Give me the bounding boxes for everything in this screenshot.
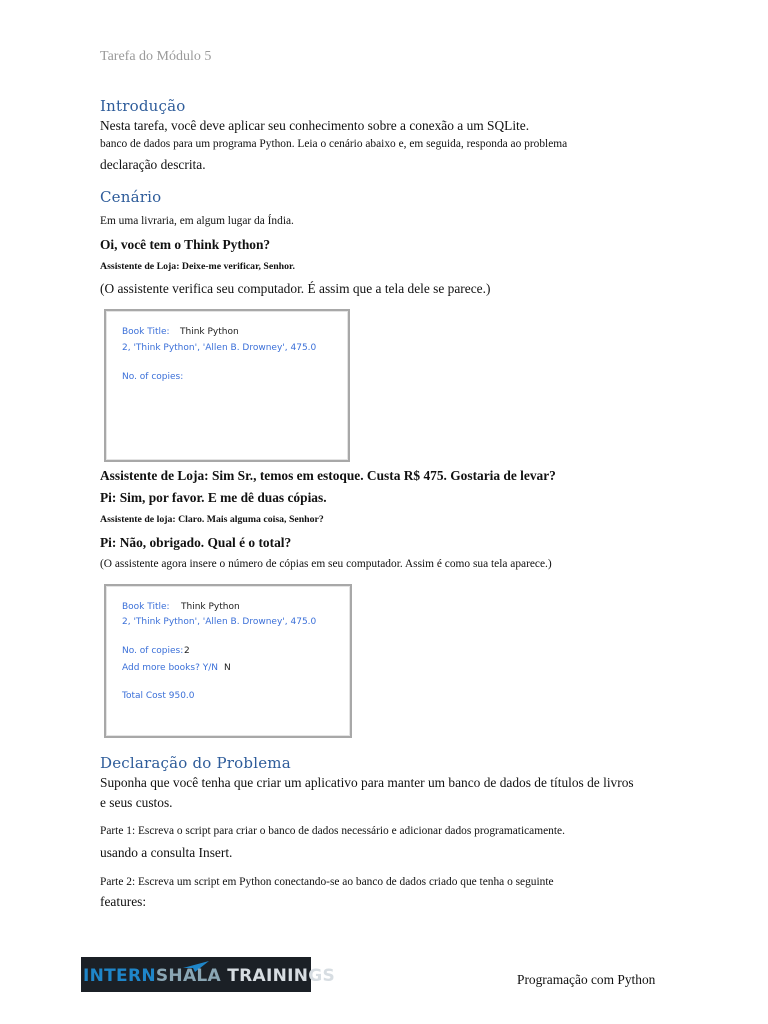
copies-value: 2 (184, 646, 190, 656)
logo-part-shala: SHALA (155, 966, 222, 986)
internshala-logo (81, 957, 336, 992)
intro-heading: Introdução (100, 97, 186, 115)
scenario-line-8: Pi: Não, obrigado. Qual é o total? (100, 535, 292, 550)
book-title-label: Book Title: (122, 327, 170, 337)
book-record: 2, 'Think Python', 'Allen B. Drowney', 475.0 (122, 617, 317, 627)
scenario-line-1: Em uma livraria, em algum lugar da Índia. (100, 215, 294, 227)
intro-line-2: banco de dados para um programa Python. Leia o cenário abaixo e, em seguida, responda ao problema (100, 138, 568, 150)
scenario-line-5: Assistente de Loja: Sim Sr., temos em estoque. Custa R$ 475. Gostaria de levar? (100, 468, 556, 483)
problem-part2-line-2: features: (100, 894, 147, 909)
intro-line-3: declaração descrita. (100, 157, 206, 172)
total-cost: Total Cost 950.0 (122, 691, 195, 701)
scenario-line-9: (O assistente agora insere o número de cópias em seu computador. Assim é como sua tela aparece.) (100, 558, 552, 570)
scenario-line-3: Assistente de Loja: Deixe-me verificar, Senhor. (100, 261, 295, 272)
scenario-heading: Cenário (100, 188, 162, 206)
problem-line-1: Suponha que você tenha que criar um aplicativo para manter um banco de dados de títulos de livros (100, 775, 634, 790)
problem-line-2: e seus custos. (100, 795, 173, 810)
add-more-value: N (224, 663, 231, 673)
scenario-line-7: Assistente de loja: Claro. Mais alguma coisa, Senhor? (100, 514, 324, 525)
problem-heading: Declaração do Problema (100, 754, 291, 772)
page-header: Tarefa do Módulo 5 (100, 49, 212, 64)
problem-part2-line-1: Parte 2: Escreva um script em Python conectando-se ao banco de dados criado que tenha o seguinte (100, 876, 554, 888)
logo-part-trainings: TRAININGS (221, 966, 336, 986)
scenario-line-6: Pi: Sim, por favor. E me dê duas cópias. (100, 490, 327, 505)
copies-label: No. of copies: (122, 646, 184, 656)
book-title-label: Book Title: (122, 602, 170, 612)
book-title-value: Think Python (181, 602, 240, 612)
scenario-line-4: (O assistente verifica seu computador. É assim que a tela dele se parece.) (100, 281, 491, 296)
problem-part1-line-2: usando a consulta Insert. (100, 845, 233, 860)
add-more-label: Add more books? Y/N (122, 663, 218, 673)
computer-screen-2 (104, 584, 352, 738)
logo-part-intern: INTERN (83, 966, 156, 986)
scenario-line-2: Oi, você tem o Think Python? (100, 237, 271, 252)
intro-line-1: Nesta tarefa, você deve aplicar seu conhecimento sobre a conexão a um SQLite. (100, 118, 530, 133)
footer-course-title: Programação com Python (517, 972, 656, 987)
copies-label: No. of copies: (122, 372, 184, 382)
book-record: 2, 'Think Python', 'Allen B. Drowney', 475.0 (122, 343, 317, 353)
problem-part1-line-1: Parte 1: Escreva o script para criar o banco de dados necessário e adicionar dados programaticamente. (100, 825, 565, 837)
computer-screen-1 (104, 309, 350, 462)
book-title-value: Think Python (180, 327, 239, 337)
logo-wordmark (83, 966, 335, 986)
